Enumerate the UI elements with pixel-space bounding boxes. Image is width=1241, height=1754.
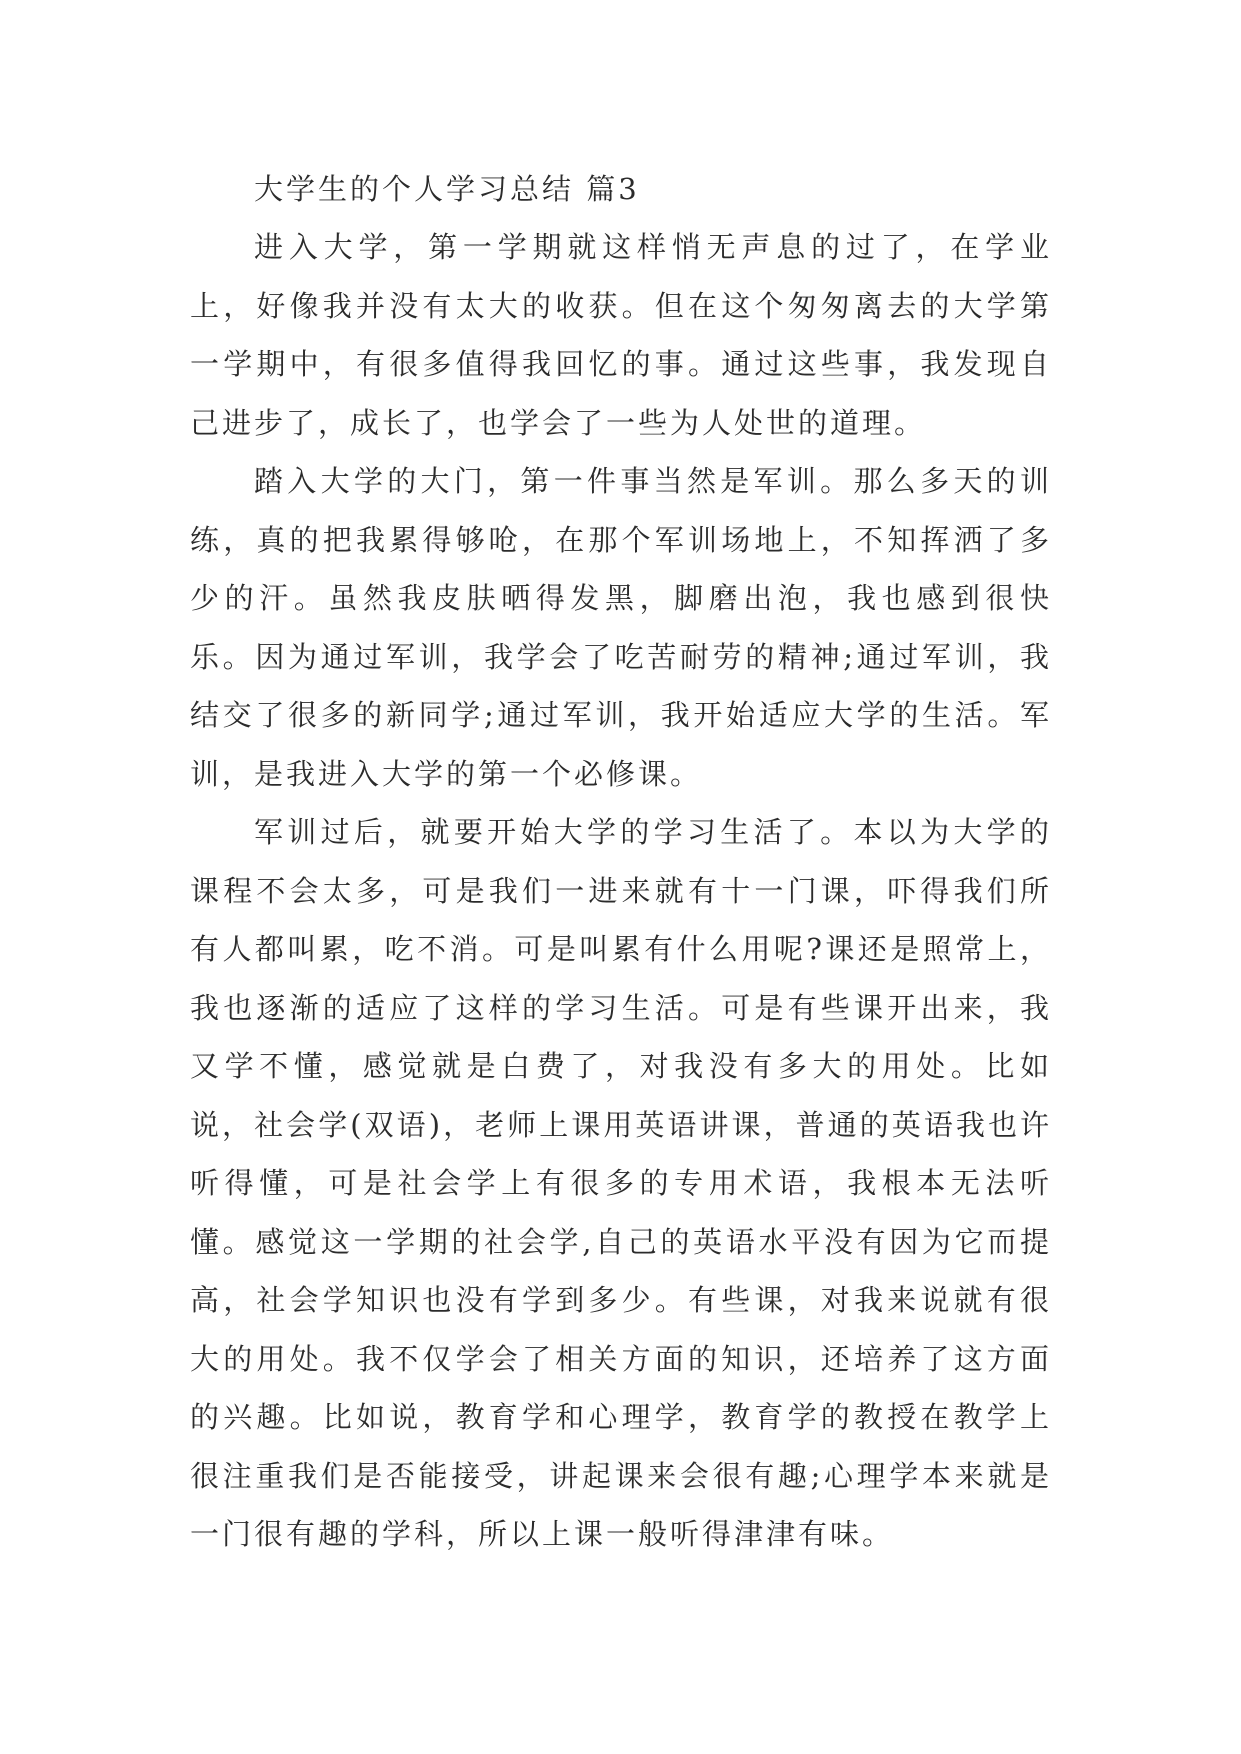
paragraph-1: 进入大学，第一学期就这样悄无声息的过了，在学业上，好像我并没有太大的收获。但在这个匆匆离去的大学第一学期中，有很多值得我回忆的事。通过这些事，我发现自己进步了，成长了，也学会了一些为人处世的道理。 — [190, 230, 1052, 440]
paragraph-3: 军训过后，就要开始大学的学习生活了。本以为大学的课程不会太多，可是我们一进来就有十一门课，吓得我们所有人都叫累，吃不消。可是叫累有什么用呢?课还是照常上，我也逐渐的适应了这样的学习生活。可是有些课开出来，我又学不懂，感觉就是白费了，对我没有多大的用处。比如说，社会学(双语)，老师上课用英语讲课，普通的英语我也许听得懂，可是社会学上有很多的专用术语，我根本无法听懂。感觉这一学期的社会学,自己的英语水平没有因为它而提高，社会学知识也没有学到多少。有些课，对我来说就有很大的用处。我不仅学会了相关方面的知识，还培养了这方面的兴趣。比如说，教育学和心理学，教育学的教授在教学上很注重我们是否能接受，讲起课来会很有趣;心理学本来就是一门很有趣的学科，所以上课一般听得津津有味。 — [190, 815, 1052, 1551]
document-body — [190, 160, 1052, 1564]
paragraph-2: 踏入大学的大门，第一件事当然是军训。那么多天的训练，真的把我累得够呛，在那个军训场地上，不知挥洒了多少的汗。虽然我皮肤晒得发黑，脚磨出泡，我也感到很快乐。因为通过军训，我学会了吃苦耐劳的精神;通过军训，我结交了很多的新同学;通过军训，我开始适应大学的生活。军训，是我进入大学的第一个必修课。 — [190, 464, 1052, 791]
document-title: 大学生的个人学习总结 篇3 — [254, 172, 640, 206]
